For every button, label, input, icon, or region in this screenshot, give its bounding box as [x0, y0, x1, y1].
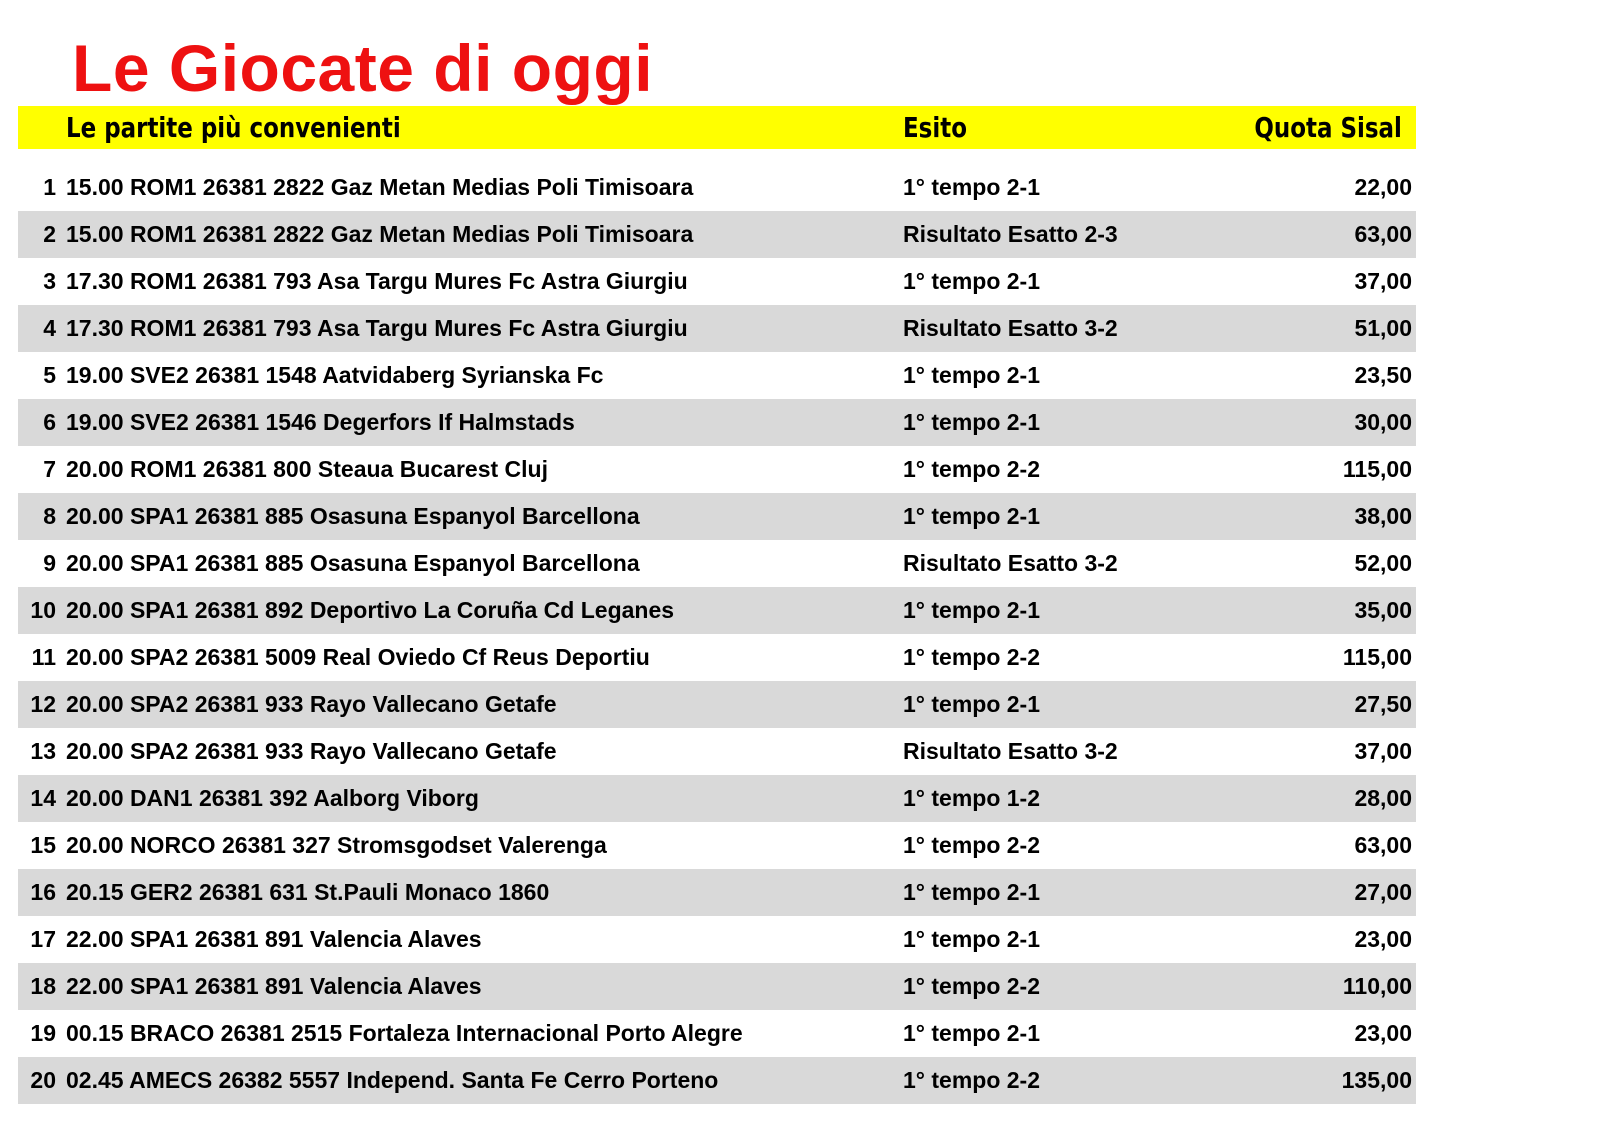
table-row — [18, 869, 1416, 916]
row-match: 20.15 GER2 26381 631 St.Pauli Monaco 1860 — [66, 879, 550, 905]
table-row — [18, 634, 1416, 681]
row-number: 10 — [30, 597, 56, 623]
row-quota: 63,00 — [1354, 832, 1412, 858]
row-quota: 37,00 — [1354, 268, 1412, 294]
table-row — [18, 963, 1416, 1010]
row-match: 20.00 SPA2 26381 933 Rayo Vallecano Getafe — [66, 691, 557, 717]
row-match: 17.30 ROM1 26381 793 Asa Targu Mures Fc Astra Giurgiu — [66, 315, 688, 341]
row-match: 19.00 SVE2 26381 1548 Aatvidaberg Syrianska Fc — [66, 362, 604, 388]
row-quota: 23,00 — [1354, 1020, 1412, 1046]
row-number: 7 — [43, 456, 56, 482]
row-quota: 28,00 — [1354, 785, 1412, 811]
row-esito: 1° tempo 2-1 — [903, 174, 1041, 200]
row-quota: 115,00 — [1342, 456, 1412, 482]
table-header — [18, 106, 1416, 149]
row-match: 02.45 AMECS 26382 5557 Independ. Santa Fe Cerro Porteno — [66, 1067, 719, 1093]
row-esito: 1° tempo 1-2 — [903, 785, 1041, 811]
row-match: 15.00 ROM1 26381 2822 Gaz Metan Medias Poli Timisoara — [66, 221, 694, 247]
row-match: 22.00 SPA1 26381 891 Valencia Alaves — [66, 926, 482, 952]
row-match: 19.00 SVE2 26381 1546 Degerfors If Halmstads — [66, 409, 575, 435]
table-row — [18, 587, 1416, 634]
table-row — [18, 211, 1416, 258]
row-match: 17.30 ROM1 26381 793 Asa Targu Mures Fc Astra Giurgiu — [66, 268, 688, 294]
row-esito: 1° tempo 2-1 — [903, 879, 1041, 905]
row-esito: 1° tempo 2-1 — [903, 409, 1041, 435]
row-esito: Risultato Esatto 3-2 — [903, 315, 1118, 341]
table-row — [18, 1010, 1416, 1057]
row-number: 1 — [43, 174, 56, 200]
row-match: 20.00 DAN1 26381 392 Aalborg Viborg — [66, 785, 479, 811]
row-esito: 1° tempo 2-1 — [903, 268, 1041, 294]
row-esito: 1° tempo 2-2 — [903, 644, 1041, 670]
row-esito: 1° tempo 2-2 — [903, 832, 1041, 858]
row-esito: Risultato Esatto 2-3 — [903, 221, 1118, 247]
table-row — [18, 164, 1416, 211]
row-match: 20.00 SPA1 26381 885 Osasuna Espanyol Barcellona — [66, 550, 640, 576]
row-number: 8 — [43, 503, 56, 529]
row-match: 20.00 SPA2 26381 5009 Real Oviedo Cf Reus Deportiu — [66, 644, 650, 670]
row-quota: 52,00 — [1354, 550, 1412, 576]
row-number: 4 — [43, 315, 56, 341]
row-quota: 37,00 — [1354, 738, 1412, 764]
row-match: 15.00 ROM1 26381 2822 Gaz Metan Medias Poli Timisoara — [66, 174, 694, 200]
table-row — [18, 493, 1416, 540]
row-number: 3 — [43, 268, 56, 294]
table-row — [18, 305, 1416, 352]
row-number: 14 — [30, 785, 56, 811]
row-number: 12 — [30, 691, 56, 717]
row-quota: 51,00 — [1354, 315, 1412, 341]
row-quota: 23,50 — [1354, 362, 1412, 388]
row-match: 20.00 SPA1 26381 885 Osasuna Espanyol Barcellona — [66, 503, 640, 529]
row-quota: 27,50 — [1354, 691, 1412, 717]
row-match: 22.00 SPA1 26381 891 Valencia Alaves — [66, 973, 482, 999]
row-esito: 1° tempo 2-1 — [903, 1020, 1041, 1046]
row-quota: 30,00 — [1354, 409, 1412, 435]
row-quota: 115,00 — [1342, 644, 1412, 670]
row-number: 5 — [43, 362, 56, 388]
row-quota: 23,00 — [1354, 926, 1412, 952]
table-row — [18, 1057, 1416, 1104]
bets-table — [18, 164, 1416, 1104]
row-number: 13 — [30, 738, 56, 764]
row-esito: Risultato Esatto 3-2 — [903, 550, 1118, 576]
row-number: 11 — [31, 644, 56, 670]
row-number: 15 — [30, 832, 56, 858]
row-number: 18 — [30, 973, 56, 999]
row-quota: 38,00 — [1354, 503, 1412, 529]
page-title: Le Giocate di oggi — [72, 31, 654, 105]
row-number: 2 — [43, 221, 56, 247]
table-row — [18, 446, 1416, 493]
row-quota: 22,00 — [1354, 174, 1412, 200]
header-esito-label: Esito — [903, 111, 967, 144]
row-number: 17 — [30, 926, 56, 952]
row-esito: 1° tempo 2-1 — [903, 926, 1041, 952]
row-number: 16 — [30, 879, 56, 905]
row-number: 19 — [30, 1020, 56, 1046]
table-row — [18, 728, 1416, 775]
table-row — [18, 775, 1416, 822]
table-row — [18, 258, 1416, 305]
row-quota: 63,00 — [1354, 221, 1412, 247]
row-number: 6 — [43, 409, 56, 435]
table-row — [18, 540, 1416, 587]
row-esito: 1° tempo 2-2 — [903, 456, 1041, 482]
table-row — [18, 916, 1416, 963]
table-row — [18, 681, 1416, 728]
row-match: 20.00 SPA1 26381 892 Deportivo La Coruña Cd Leganes — [66, 597, 675, 623]
header-quota-label: Quota Sisal — [1254, 111, 1402, 144]
row-match: 20.00 ROM1 26381 800 Steaua Bucarest Cluj — [66, 456, 548, 482]
row-esito: 1° tempo 2-1 — [903, 503, 1041, 529]
row-quota: 27,00 — [1354, 879, 1412, 905]
row-esito: 1° tempo 2-2 — [903, 973, 1041, 999]
row-esito: 1° tempo 2-2 — [903, 1067, 1041, 1093]
row-esito: 1° tempo 2-1 — [903, 597, 1041, 623]
table-row — [18, 822, 1416, 869]
row-esito: Risultato Esatto 3-2 — [903, 738, 1118, 764]
row-quota: 135,00 — [1341, 1067, 1412, 1093]
table-row — [18, 352, 1416, 399]
row-match: 20.00 SPA2 26381 933 Rayo Vallecano Getafe — [66, 738, 557, 764]
row-match: 20.00 NORCO 26381 327 Stromsgodset Valerenga — [66, 832, 607, 858]
table-row — [18, 399, 1416, 446]
row-esito: 1° tempo 2-1 — [903, 691, 1041, 717]
header-match-label: Le partite più convenienti — [66, 111, 401, 144]
row-quota: 110,00 — [1342, 973, 1412, 999]
row-number: 20 — [30, 1067, 56, 1093]
row-number: 9 — [43, 550, 56, 576]
row-match: 00.15 BRACO 26381 2515 Fortaleza Internacional Porto Alegre — [66, 1020, 743, 1046]
row-quota: 35,00 — [1354, 597, 1412, 623]
row-esito: 1° tempo 2-1 — [903, 362, 1041, 388]
